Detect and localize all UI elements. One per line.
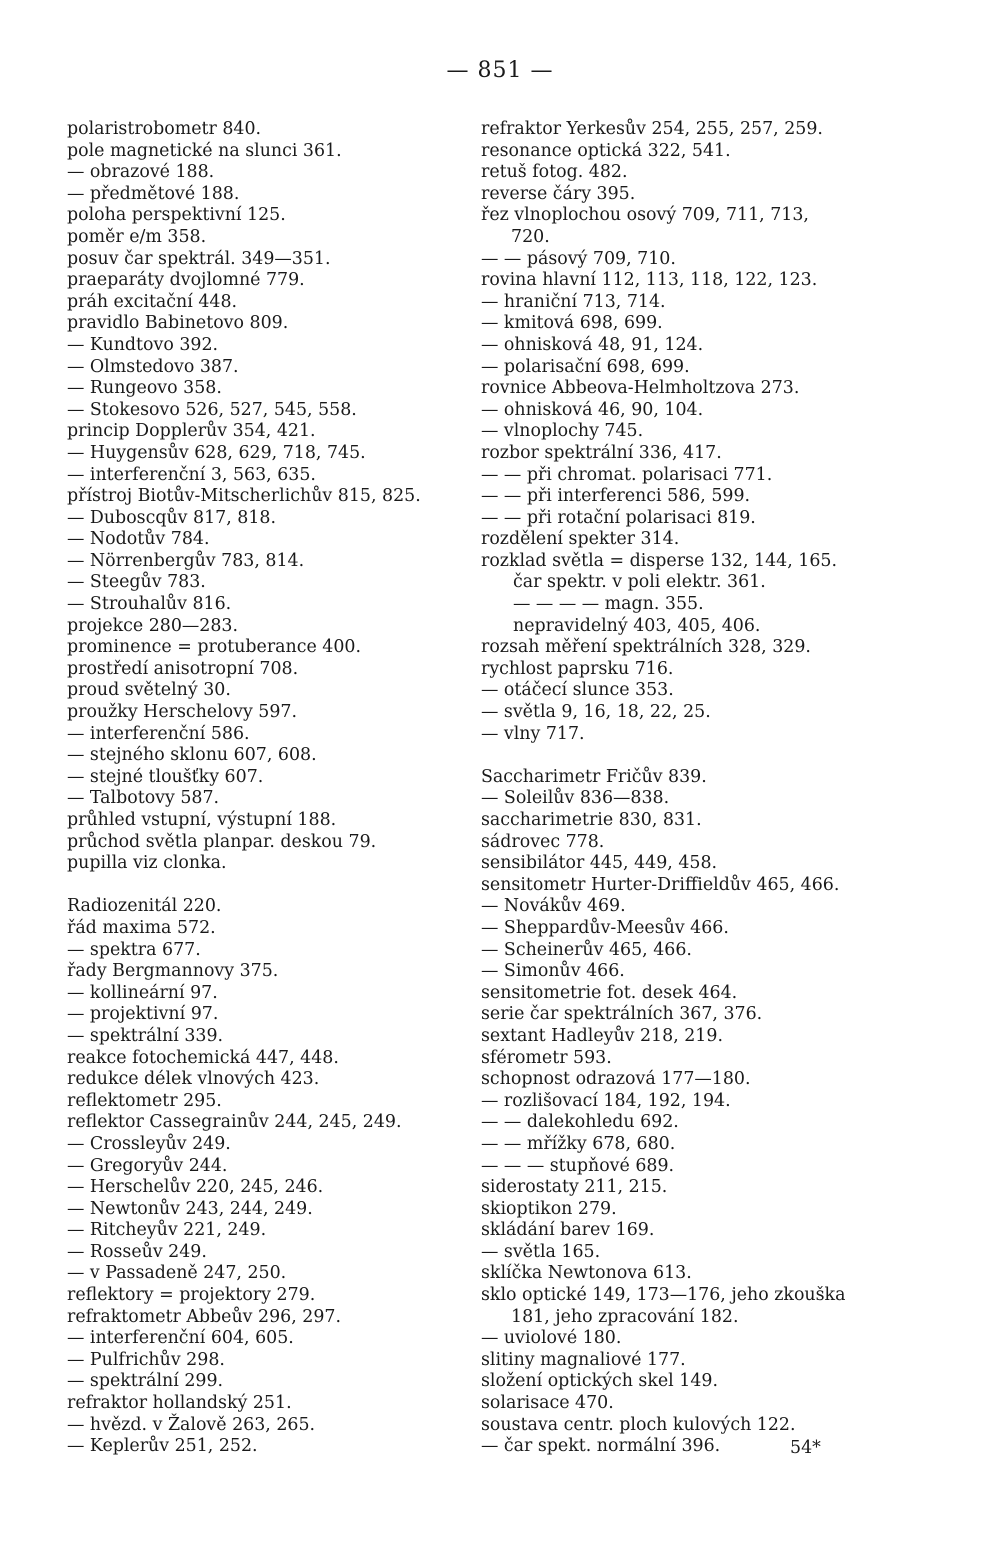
- index-entry: rozsah měření spektrálních 328, 329.: [481, 637, 811, 658]
- index-entry: práh excitační 448.: [67, 291, 238, 312]
- index-entry: — předmětové 188.: [67, 183, 240, 204]
- left-column: [67, 119, 467, 1458]
- index-entry: — Novákův 469.: [481, 896, 626, 917]
- index-entry: — Scheinerův 465, 466.: [481, 939, 692, 960]
- index-entry: — čar spekt. normální 396.: [481, 1436, 721, 1457]
- index-entry: — Soleilův 836—838.: [481, 788, 670, 809]
- index-entry: — Ritcheyův 221, 249.: [67, 1220, 267, 1241]
- printer-signature: 54*: [790, 1438, 821, 1458]
- index-entry: sensitometrie fot. desek 464.: [481, 982, 738, 1003]
- index-entry: refraktor hollandský 251.: [67, 1393, 292, 1414]
- index-entry: prominence = protuberance 400.: [67, 637, 362, 658]
- index-entry: projekce 280—283.: [67, 615, 239, 636]
- index-entry: průhled vstupní, výstupní 188.: [67, 810, 337, 830]
- index-entry: 720.: [511, 226, 550, 247]
- index-entry: retuš fotog. 482.: [481, 162, 628, 183]
- index-entry: — Rungeovo 358.: [67, 378, 222, 399]
- index-entry: — interferenční 604, 605.: [67, 1328, 294, 1349]
- page-number: — 851 —: [446, 58, 554, 83]
- index-entry: proužky Herschelovy 597.: [67, 702, 298, 723]
- index-entry: — Kundtovo 392.: [67, 334, 219, 355]
- index-entry: — Newtonův 243, 244, 249.: [67, 1198, 313, 1219]
- index-entry: — Rosseův 249.: [67, 1241, 207, 1262]
- index-entry: — — při interferenci 586, 599.: [481, 486, 751, 507]
- index-entry: — ohnisková 48, 91, 124.: [481, 334, 704, 355]
- index-entry: — vlny 717.: [481, 723, 585, 744]
- index-entry: — — při chromat. polarisaci 771.: [481, 464, 773, 485]
- index-entry: — uviolové 180.: [481, 1328, 622, 1349]
- index-entry: řád maxima 572.: [67, 917, 216, 938]
- index-entry: — Gregoryův 244.: [67, 1155, 228, 1176]
- index-entry: čar spektr. v poli elektr. 361.: [513, 572, 766, 593]
- index-entry: — interferenční 3, 563, 635.: [67, 464, 316, 485]
- index-entry: — spektra 677.: [67, 939, 201, 960]
- index-entry: sensibilátor 445, 449, 458.: [481, 853, 718, 874]
- index-entry: prostředí anisotropní 708.: [67, 658, 299, 679]
- index-entry: — Olmstedovo 387.: [67, 356, 239, 377]
- index-entry: přístroj Biotův-Mitscherlichův 815, 825.: [67, 486, 421, 507]
- index-entry: slitiny magnaliové 177.: [481, 1349, 686, 1370]
- index-entry: — světla 9, 16, 18, 22, 25.: [481, 702, 711, 723]
- index-entry: průchod světla planpar. deskou 79.: [67, 831, 377, 852]
- index-entry: rozklad světla = disperse 132, 144, 165.: [481, 550, 837, 571]
- index-entry: — Nörrenbergův 783, 814.: [67, 550, 305, 571]
- index-entry: redukce délek vlnových 423.: [67, 1069, 320, 1090]
- index-entry: — Strouhalův 816.: [67, 594, 232, 615]
- index-entry: — Stokesovo 526, 527, 545, 558.: [67, 399, 357, 420]
- index-entry: — — pásový 709, 710.: [481, 248, 676, 269]
- index-entry: — spektrální 299.: [67, 1371, 224, 1392]
- index-entry: 181, jeho zpracování 182.: [511, 1306, 739, 1327]
- index-entry: rovnice Abbeova-Helmholtzova 273.: [481, 378, 800, 399]
- index-entry: sklo optické 149, 173—176, jeho zkouška: [481, 1285, 846, 1306]
- section-gap: [481, 745, 901, 767]
- index-entry: — Keplerův 251, 252.: [67, 1436, 258, 1457]
- index-entry: — — — stupňové 689.: [481, 1155, 675, 1176]
- index-entry: nepravidelný 403, 405, 406.: [513, 615, 761, 636]
- index-entry: složení optických skel 149.: [481, 1371, 718, 1392]
- index-entry: reflektometr 295.: [67, 1090, 222, 1111]
- index-entry: — obrazové 188.: [67, 162, 215, 183]
- index-entry: — vlnoplochy 745.: [481, 421, 644, 442]
- index-entry: sensitometr Hurter-Driffieldův 465, 466.: [481, 874, 840, 895]
- index-entry: — Nodotův 784.: [67, 529, 210, 550]
- index-entry: — — mřížky 678, 680.: [481, 1133, 676, 1154]
- index-entry: — interferenční 586.: [67, 723, 250, 744]
- index-entry: poloha perspektivní 125.: [67, 205, 286, 226]
- index-entry: — Simonův 466.: [481, 961, 625, 982]
- index-entry: rozbor spektrální 336, 417.: [481, 442, 722, 463]
- index-entry: — Talbotovy 587.: [67, 788, 220, 809]
- index-entry: reflektor Cassegrainův 244, 245, 249.: [67, 1112, 402, 1133]
- index-entry: solarisace 470.: [481, 1393, 614, 1414]
- index-entry: — Crossleyův 249.: [67, 1133, 231, 1154]
- index-entry: — stejné tloušťky 607.: [67, 766, 264, 787]
- index-entry: — kmitová 698, 699.: [481, 313, 663, 334]
- index-entry: reflektory = projektory 279.: [67, 1285, 316, 1306]
- index-entry: Radiozenitál 220.: [67, 896, 222, 917]
- index-entry: — rozlišovací 184, 192, 194.: [481, 1090, 731, 1111]
- index-entry: rozdělení spekter 314.: [481, 529, 680, 550]
- index-entry: — polarisační 698, 699.: [481, 356, 690, 377]
- index-entry: — Steegův 783.: [67, 572, 206, 593]
- index-entry: — — — — magn. 355.: [513, 594, 704, 615]
- index-entry: schopnost odrazová 177—180.: [481, 1069, 751, 1090]
- index-entry: serie čar spektrálních 367, 376.: [481, 1004, 763, 1025]
- index-entry: sextant Hadleyův 218, 219.: [481, 1025, 723, 1046]
- index-entry: rovina hlavní 112, 113, 118, 122, 123.: [481, 270, 818, 291]
- index-entry: — Huygensův 628, 629, 718, 745.: [67, 442, 366, 463]
- index-entry: — Duboscqův 817, 818.: [67, 507, 276, 528]
- index-entry: — otáčecí slunce 353.: [481, 680, 674, 701]
- index-entry: resonance optická 322, 541.: [481, 140, 731, 161]
- right-column: [481, 119, 901, 1458]
- index-entry: princip Dopplerův 354, 421.: [67, 421, 316, 442]
- index-entry: skládání barev 169.: [481, 1220, 655, 1241]
- index-entry: sádrovec 778.: [481, 831, 605, 852]
- index-entry: — Pulfrichův 298.: [67, 1349, 225, 1370]
- section-gap: [67, 875, 467, 897]
- index-entry: refraktometr Abbeův 296, 297.: [67, 1306, 341, 1327]
- index-entry: praeparáty dvojlomné 779.: [67, 270, 305, 291]
- index-entry: — projektivní 97.: [67, 1004, 219, 1025]
- index-entry: reverse čáry 395.: [481, 183, 636, 204]
- index-entry: — kollineární 97.: [67, 982, 218, 1003]
- index-entry: soustava centr. ploch kulových 122.: [481, 1414, 796, 1435]
- index-entry: poměr e/m 358.: [67, 226, 207, 247]
- index-entry: rychlost paprsku 716.: [481, 658, 674, 679]
- index-entry: pole magnetické na slunci 361.: [67, 140, 342, 161]
- index-entry: pupilla viz clonka.: [67, 853, 227, 874]
- index-entry: — ohnisková 46, 90, 104.: [481, 399, 704, 420]
- index-entry: siderostaty 211, 215.: [481, 1177, 668, 1198]
- index-entry: — — při rotační polarisaci 819.: [481, 507, 756, 528]
- index-entry: — v Passadeně 247, 250.: [67, 1263, 287, 1284]
- index-entry: — světla 165.: [481, 1241, 601, 1262]
- index-entry: sférometr 593.: [481, 1047, 612, 1068]
- index-entry: — Sheppardův-Meesův 466.: [481, 917, 729, 938]
- index-entry: posuv čar spektrál. 349—351.: [67, 248, 331, 269]
- index-entry: řez vlnoplochou osový 709, 711, 713,: [481, 205, 809, 226]
- index-entry: pravidlo Babinetovo 809.: [67, 313, 289, 334]
- index-entry: — spektrální 339.: [67, 1025, 224, 1046]
- index-entry: refraktor Yerkesův 254, 255, 257, 259.: [481, 119, 823, 139]
- index-entry: — stejného sklonu 607, 608.: [67, 745, 317, 766]
- index-entry: sklíčka Newtonova 613.: [481, 1263, 692, 1284]
- index-entry: — — dalekohledu 692.: [481, 1112, 679, 1133]
- index-entry: proud světelný 30.: [67, 680, 231, 701]
- index-entry: polaristrobometr 840.: [67, 119, 262, 139]
- index-entry: skioptikon 279.: [481, 1198, 617, 1219]
- index-entry: — Herschelův 220, 245, 246.: [67, 1177, 324, 1198]
- index-entry: — hraniční 713, 714.: [481, 291, 666, 312]
- index-entry: — hvězd. v Žalově 263, 265.: [67, 1414, 316, 1435]
- index-entry: saccharimetrie 830, 831.: [481, 810, 702, 830]
- index-entry: reakce fotochemická 447, 448.: [67, 1047, 339, 1068]
- index-entry: Saccharimetr Fričův 839.: [481, 766, 707, 787]
- index-entry: řady Bergmannovy 375.: [67, 961, 279, 982]
